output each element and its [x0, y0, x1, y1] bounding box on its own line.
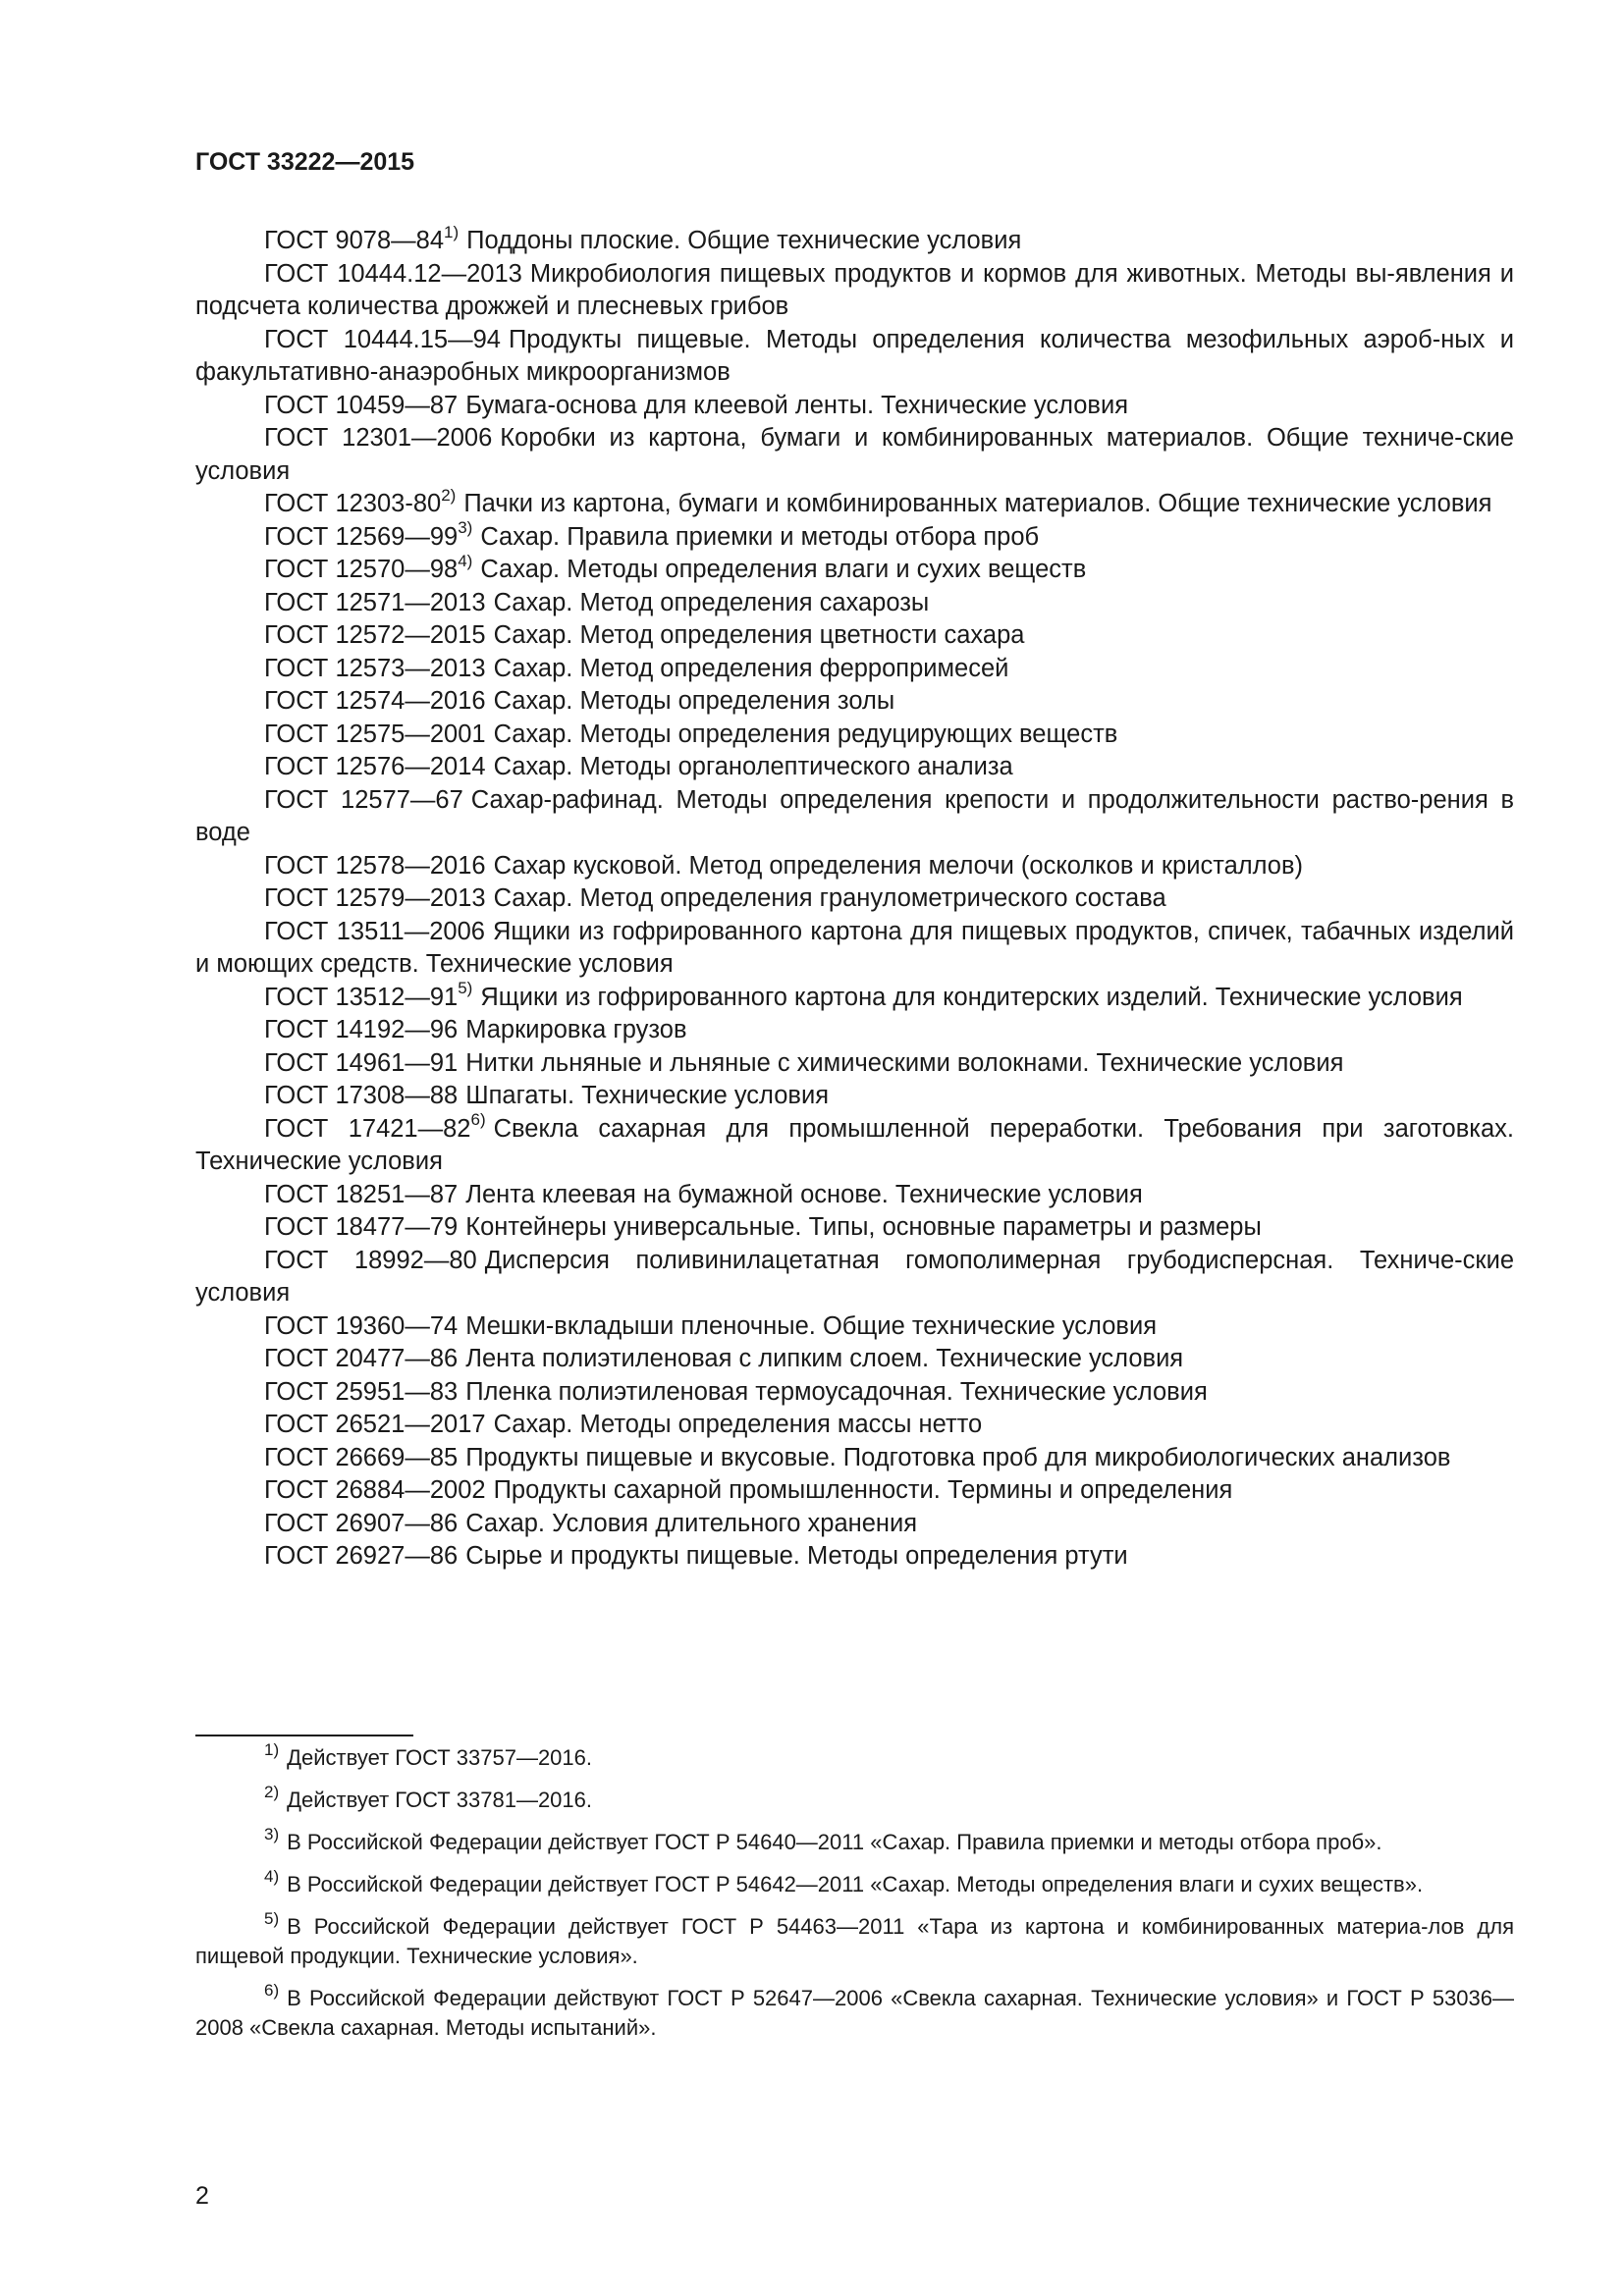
reference-entry	[195, 1014, 1514, 1047]
reference-title: Ящики из гофрированного картона для кондитерских изделий. Технические условия	[480, 983, 1463, 1011]
reference-entry	[195, 485, 1514, 521]
footnote-text: В Российской Федерации действуют ГОСТ Р 52647—2006 «Свекла сахарная. Технические условия» и ГОСТ Р 53036—2008 «Свекла сахарная. Методы испытаний».	[195, 1986, 1514, 2040]
footnote-text: В Российской Федерации действует ГОСТ Р 54640—2011 «Сахар. Правила приемки и методы отбора проб».	[287, 1830, 1382, 1854]
reference-entry	[195, 850, 1514, 883]
reference-code: ГОСТ 14961—91	[264, 1048, 459, 1077]
reference-code: ГОСТ 26884—2002	[264, 1476, 486, 1504]
reference-entry	[195, 422, 1514, 488]
document-header: ГОСТ 33222—2015	[195, 148, 415, 176]
reference-code: ГОСТ 12301—2006	[264, 424, 493, 452]
reference-code: ГОСТ 18477—79	[264, 1213, 459, 1241]
reference-title: Сырье и продукты пищевые. Методы определения ртути	[465, 1542, 1128, 1570]
reference-title: Сахар. Методы определения массы нетто	[493, 1411, 983, 1438]
reference-title: Микробиология пищевых продуктов и кормов для животных. Методы вы-явления и подсчета количества дрожжей и плесневых грибов	[195, 259, 1514, 320]
reference-entry	[195, 1376, 1514, 1410]
reference-title: Сахар. Правила приемки и методы отбора проб	[480, 522, 1040, 551]
reference-entry	[195, 1442, 1514, 1475]
reference-code: ГОСТ 12577—67	[264, 785, 463, 814]
reference-title: Сахар. Метод определения гранулометрического состава	[493, 884, 1166, 912]
reference-code: ГОСТ 26521—2017	[264, 1411, 486, 1438]
reference-title: Сахар. Условия длительного хранения	[465, 1509, 918, 1537]
normative-references-list	[195, 222, 1515, 1574]
reference-title: Сахар. Методы органолептического анализа	[493, 753, 1013, 780]
reference-code: ГОСТ 25951—83	[264, 1377, 459, 1406]
reference-code: ГОСТ 12576—2014	[264, 753, 486, 780]
reference-entry	[195, 1245, 1514, 1310]
footnote	[195, 1824, 1514, 1857]
reference-entry	[195, 685, 1514, 719]
footnote-text: Действует ГОСТ 33781—2016.	[287, 1788, 593, 1812]
reference-code: ГОСТ 26669—85	[264, 1443, 459, 1471]
footnote-text: Действует ГОСТ 33757—2016.	[287, 1745, 593, 1770]
reference-title: Сахар. Методы определения редуцирующих веществ	[493, 720, 1118, 748]
reference-code: ГОСТ 13511—2006	[264, 917, 485, 945]
reference-entry	[195, 222, 1514, 258]
reference-entry	[195, 390, 1514, 423]
reference-entry	[195, 518, 1514, 555]
reference-title: Продукты пищевые и вкусовые. Подготовка проб для микробиологических анализов	[465, 1443, 1451, 1471]
reference-code: ГОСТ 14192—96	[264, 1016, 459, 1043]
reference-title: Свекла сахарная для промышленной переработки. Требования при заготовках. Технические условия	[195, 1114, 1514, 1175]
reference-entry	[195, 1080, 1514, 1113]
reference-entry	[195, 751, 1514, 784]
reference-title: Маркировка грузов	[465, 1016, 687, 1043]
reference-title: Лента полиэтиленовая с липким слоем. Технические условия	[465, 1345, 1184, 1372]
footnote-number: 3)	[264, 1824, 280, 1843]
reference-code: ГОСТ 12578—2016	[264, 851, 486, 880]
reference-title: Сахар кусковой. Метод определения мелочи (осколков и кристаллов)	[493, 851, 1304, 880]
reference-title: Сахар-рафинад. Методы определения крепости и продолжительности раство-рения в воде	[195, 785, 1515, 846]
reference-entry	[195, 882, 1514, 916]
footnote-marker: 4)	[458, 551, 473, 570]
footnote-separator	[195, 1735, 413, 1736]
reference-code: ГОСТ 17308—88	[264, 1082, 459, 1109]
reference-title: Коробки из картона, бумаги и комбинированных материалов. Общие техниче-ские условия	[195, 424, 1514, 485]
footnote-marker: 6)	[470, 1110, 486, 1129]
reference-title: Лента клеевая на бумажной основе. Технические условия	[465, 1180, 1143, 1208]
reference-entry	[195, 1110, 1514, 1179]
reference-code: ГОСТ 12574—2016	[264, 687, 486, 715]
reference-title: Сахар. Методы определения влаги и сухих веществ	[480, 556, 1087, 583]
footnote-number: 4)	[264, 1866, 280, 1886]
reference-title: Сахар. Методы определения золы	[493, 687, 895, 715]
reference-title: Ящики из гофрированного картона для пищевых продуктов, спичек, табачных изделий и моющих средств. Технические условия	[195, 917, 1514, 978]
footnote	[195, 1782, 1514, 1815]
reference-title: Продукты пищевые. Методы определения количества мезофильных аэроб-ных и факультативно-анаэробных микроорганизмов	[195, 325, 1514, 386]
reference-entry	[195, 258, 1514, 324]
reference-entry	[195, 551, 1514, 587]
reference-title: Шпагаты. Технические условия	[465, 1082, 830, 1109]
reference-entry	[195, 1508, 1514, 1541]
reference-code: ГОСТ 13512—91	[264, 983, 459, 1011]
reference-code: ГОСТ 26907—86	[264, 1509, 459, 1537]
reference-entry	[195, 1179, 1514, 1212]
reference-entry	[195, 324, 1514, 390]
reference-code: ГОСТ 12575—2001	[264, 720, 486, 748]
reference-code: ГОСТ 18251—87	[264, 1180, 459, 1208]
reference-code: ГОСТ 12572—2015	[264, 621, 486, 649]
reference-code: ГОСТ 12579—2013	[264, 884, 486, 912]
reference-entry	[195, 979, 1514, 1015]
footnote-number: 5)	[264, 1908, 280, 1928]
reference-code: ГОСТ 10459—87	[264, 391, 459, 419]
reference-entry	[195, 653, 1514, 686]
footnote-text: В Российской Федерации действует ГОСТ Р 54642—2011 «Сахар. Методы определения влаги и сухих веществ».	[287, 1872, 1424, 1896]
reference-code: ГОСТ 12571—2013	[264, 588, 486, 616]
footnote-number: 2)	[264, 1782, 280, 1801]
footnote	[195, 1980, 1514, 2043]
reference-title: Мешки-вкладыши пленочные. Общие технические условия	[465, 1311, 1158, 1340]
footnote	[195, 1908, 1514, 1971]
footnote-marker: 5)	[458, 979, 473, 997]
reference-title: Сахар. Метод определения ферропримесей	[493, 654, 1009, 682]
reference-code: ГОСТ 12303-80	[264, 490, 442, 517]
reference-entry	[195, 916, 1514, 982]
footnote	[195, 1739, 1514, 1773]
reference-code: ГОСТ 18992—80	[264, 1246, 477, 1274]
reference-title: Нитки льняные и льняные с химическими волокнами. Технические условия	[465, 1048, 1344, 1077]
reference-entry	[195, 784, 1514, 850]
footnote-marker: 3)	[458, 518, 473, 537]
reference-code: ГОСТ 17421—82	[264, 1114, 471, 1143]
reference-code: ГОСТ 26927—86	[264, 1542, 459, 1570]
reference-title: Дисперсия поливинилацетатная гомополимерная грубодисперсная. Техниче-ские условия	[195, 1246, 1514, 1307]
footnote-number: 1)	[264, 1739, 280, 1759]
reference-title: Поддоны плоские. Общие технические условия	[466, 227, 1022, 254]
reference-title: Пачки из картона, бумаги и комбинированных материалов. Общие технические условия	[463, 490, 1492, 517]
reference-code: ГОСТ 10444.12—2013	[264, 259, 522, 288]
footnote-marker: 2)	[441, 485, 457, 505]
reference-code: ГОСТ 12569—99	[264, 522, 459, 551]
reference-code: ГОСТ 20477—86	[264, 1345, 459, 1372]
reference-entry	[195, 587, 1514, 620]
reference-code: ГОСТ 12570—98	[264, 556, 459, 583]
footnote-marker: 1)	[444, 222, 460, 241]
reference-entry	[195, 1409, 1514, 1442]
reference-entry	[195, 1211, 1514, 1245]
footnote	[195, 1866, 1514, 1899]
reference-entry	[195, 1474, 1514, 1508]
footnotes-list	[195, 1739, 1514, 2056]
reference-entry	[195, 1540, 1514, 1574]
reference-entry	[195, 1047, 1514, 1081]
reference-title: Сахар. Метод определения сахарозы	[493, 588, 930, 616]
footnote-text: В Российской Федерации действует ГОСТ Р 54463—2011 «Тара из картона и комбинированных материа-лов для пищевой продукции. Технические условия».	[195, 1914, 1514, 1968]
reference-code: ГОСТ 12573—2013	[264, 654, 486, 682]
reference-entry	[195, 1343, 1514, 1376]
reference-title: Продукты сахарной промышленности. Термины и определения	[493, 1476, 1233, 1504]
reference-code: ГОСТ 10444.15—94	[264, 325, 501, 353]
reference-entry	[195, 719, 1514, 752]
reference-title: Сахар. Метод определения цветности сахара	[493, 621, 1025, 649]
reference-title: Контейнеры универсальные. Типы, основные параметры и размеры	[465, 1213, 1262, 1241]
reference-entry	[195, 1310, 1514, 1344]
page-number: 2	[195, 2182, 209, 2210]
footnote-number: 6)	[264, 1980, 280, 2000]
reference-code: ГОСТ 9078—84	[264, 227, 445, 254]
reference-title: Пленка полиэтиленовая термоусадочная. Технические условия	[465, 1377, 1208, 1406]
reference-title: Бумага-основа для клеевой ленты. Технические условия	[465, 391, 1129, 419]
reference-entry	[195, 619, 1514, 653]
reference-code: ГОСТ 19360—74	[264, 1311, 459, 1340]
